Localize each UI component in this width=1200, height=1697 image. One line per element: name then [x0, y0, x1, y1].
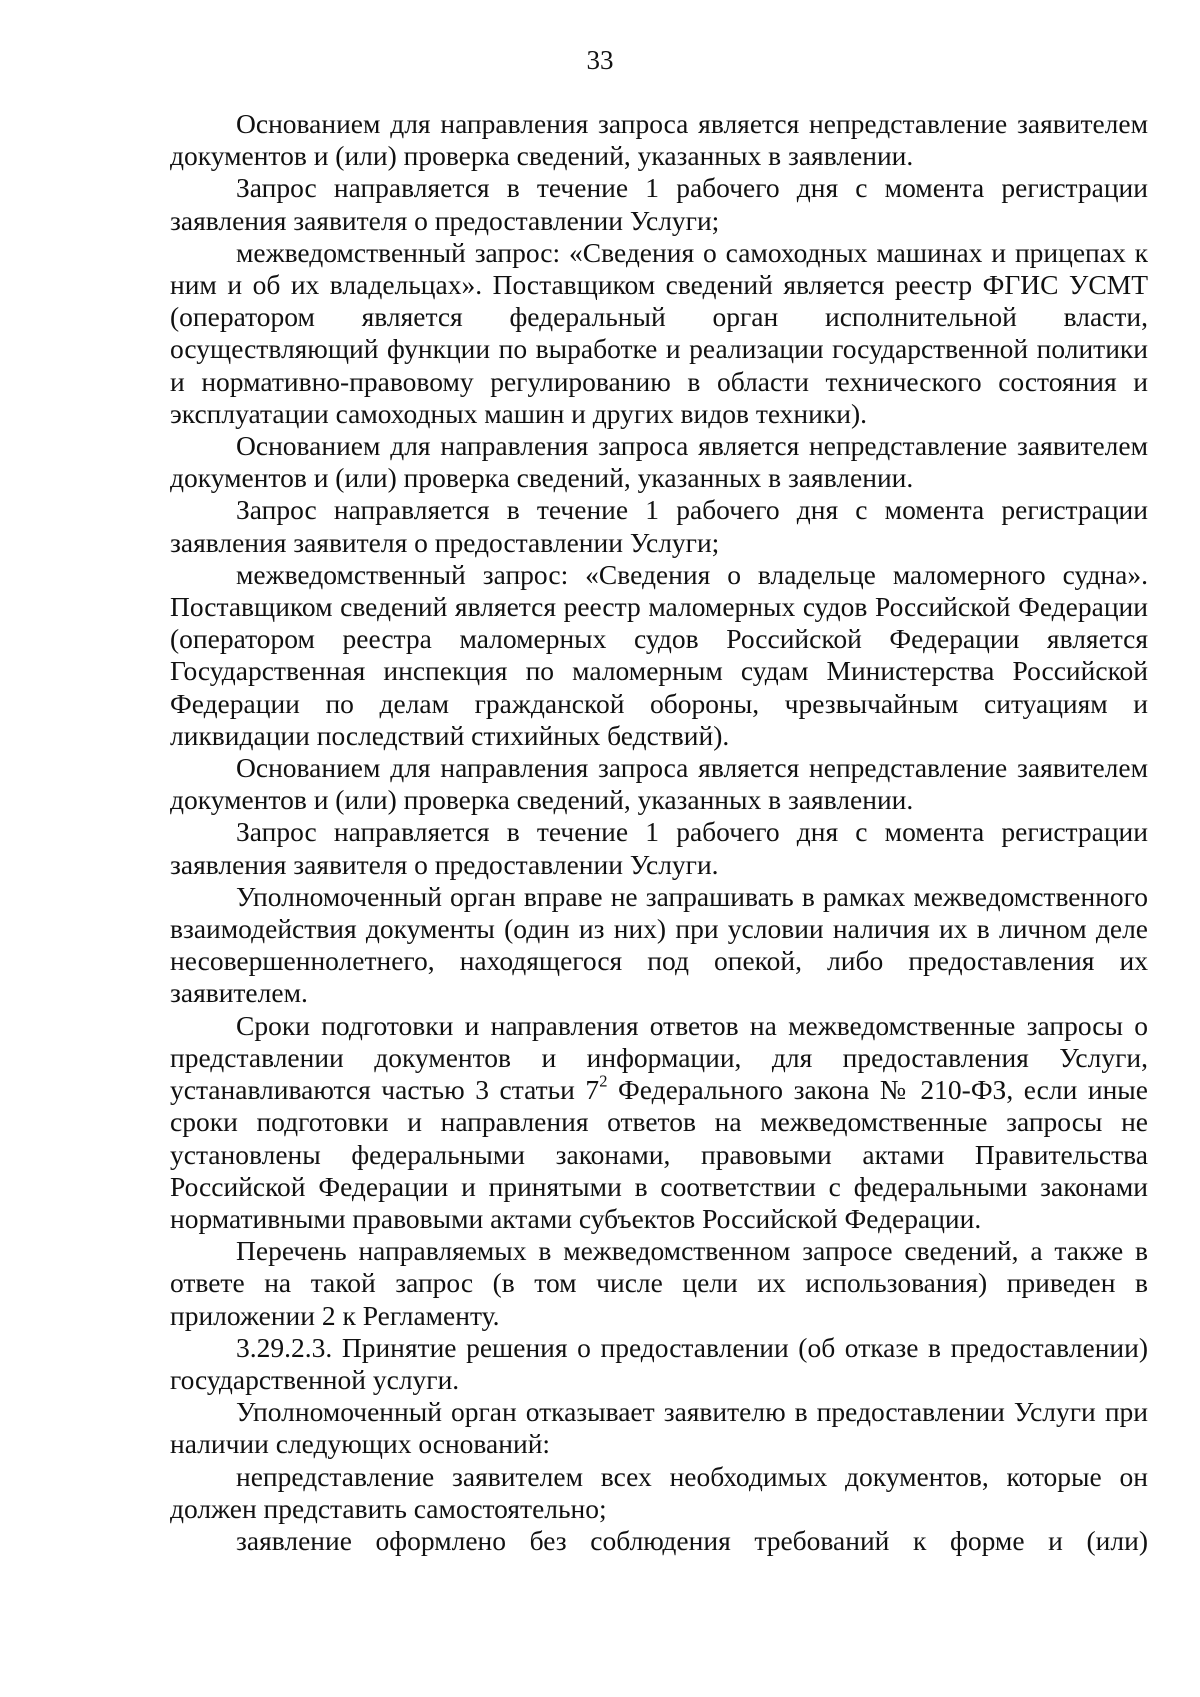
paragraph-deadlines-text-continued: Федерального закона № 210-ФЗ, если иные сроки подготовки и направления ответов на межведомственные запросы не установлены федеральными законами, правовыми актами Правительства Российской Федерации и принятыми в соответствии с федеральными законами нормативными правовыми актами субъектов Российской Федерации.: [170, 1074, 1148, 1234]
paragraph: Основанием для направления запроса является непредставление заявителем документов и (или) проверка сведений, указанных в заявлении.: [170, 430, 1148, 494]
paragraph: межведомственный запрос: «Сведения о самоходных машинах и прицепах к ним и об их владельцах». Поставщиком сведений является реестр ФГИС УСМТ (оператором является федеральный орган исполнительной власти, осуществляющий функции по выработке и реализации государственной политики и нормативно-правовому регулированию в области технического состояния и эксплуатации самоходных машин и других видов техники).: [170, 236, 1148, 429]
document-body: [170, 108, 1148, 1557]
paragraph: Уполномоченный орган отказывает заявителю в предоставлении Услуги при наличии следующих оснований:: [170, 1396, 1148, 1460]
paragraph: Уполномоченный орган вправе не запрашивать в рамках межведомственного взаимодействия документы (один из них) при условии наличия их в личном деле несовершеннолетнего, находящегося под опекой, либо предоставления их заявителем.: [170, 880, 1148, 1009]
page-number: 33: [586, 45, 614, 75]
paragraph: Основанием для направления запроса является непредставление заявителем документов и (или) проверка сведений, указанных в заявлении.: [170, 108, 1148, 172]
paragraph: межведомственный запрос: «Сведения о владельце маломерного судна». Поставщиком сведений является реестр маломерных судов Российской Федерации (оператором реестра маломерных судов Российской Федерации является Государственная инспекция по маломерным судам Министерства Российской Федерации по делам гражданской обороны, чрезвычайным ситуациям и ликвидации последствий стихийных бедствий).: [170, 558, 1148, 751]
paragraph: Запрос направляется в течение 1 рабочего дня с момента регистрации заявления заявителя о предоставлении Услуги;: [170, 494, 1148, 558]
paragraph: Перечень направляемых в межведомственном запросе сведений, а также в ответе на такой запрос (в том числе цели их использования) приведен в приложении 2 к Регламенту.: [170, 1235, 1148, 1331]
paragraph: непредставление заявителем всех необходимых документов, которые он должен представить самостоятельно;: [170, 1460, 1148, 1524]
section-heading-3-29-2-3: 3.29.2.3. Принятие решения о предоставлении (об отказе в предоставлении) государственной услуги.: [170, 1331, 1148, 1395]
paragraph: Запрос направляется в течение 1 рабочего дня с момента регистрации заявления заявителя о предоставлении Услуги;: [170, 172, 1148, 236]
paragraph: Запрос направляется в течение 1 рабочего дня с момента регистрации заявления заявителя о предоставлении Услуги.: [170, 816, 1148, 880]
paragraph-deadlines-text: Сроки подготовки и направления ответов на межведомственные запросы о представлении документов и информации, для предоставления Услуги, устанавливаются частью 3 статьи 7: [170, 1009, 1148, 1106]
paragraph-deadlines: [170, 1010, 1148, 1235]
paragraph-continues: заявление оформлено без соблюдения требований к форме и (или): [236, 1524, 1148, 1556]
paragraph: Основанием для направления запроса является непредставление заявителем документов и (или) проверка сведений, указанных в заявлении.: [170, 752, 1148, 816]
article-superscript: 2: [599, 1071, 608, 1091]
